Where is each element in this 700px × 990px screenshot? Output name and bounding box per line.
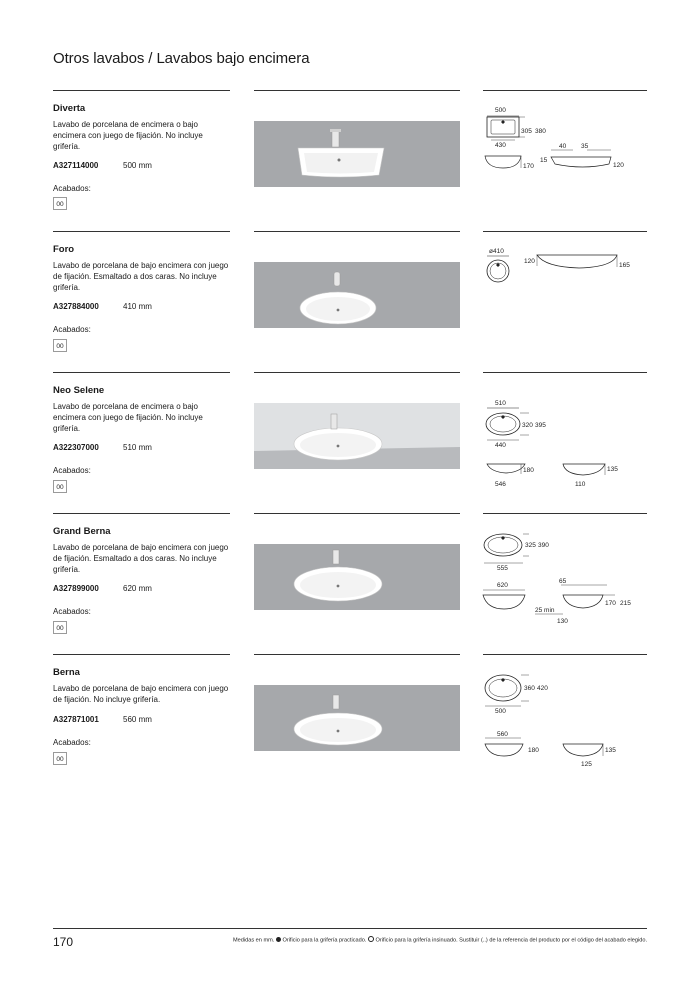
page-number: 170 xyxy=(53,935,74,949)
dimension-label: 390 xyxy=(538,542,549,549)
dimension-label: 395 xyxy=(535,422,546,429)
finishes-label: Acabados: xyxy=(53,184,91,193)
divider xyxy=(53,654,230,655)
open-dot-icon xyxy=(368,936,374,942)
dimension-label: 500 xyxy=(495,708,506,715)
divider xyxy=(53,372,230,373)
dimension-label: 555 xyxy=(497,565,508,572)
finish-swatch[interactable]: 00 xyxy=(53,197,67,210)
dimension-label: 170 xyxy=(605,600,616,607)
dimension-label: 65 xyxy=(559,578,567,585)
product-photo xyxy=(254,403,460,469)
dimension-label: 305 xyxy=(521,128,532,135)
product-name: Grand Berna xyxy=(53,526,111,537)
divider xyxy=(53,90,230,91)
dimension-label: 40 xyxy=(559,143,567,150)
divider xyxy=(254,513,460,514)
dimension-label: 135 xyxy=(607,466,618,473)
product-photo xyxy=(254,121,460,187)
product-berna xyxy=(53,654,647,795)
footer-note-prefix: Medidas en mm. xyxy=(232,937,275,944)
dimension-label: 620 xyxy=(497,582,508,589)
product-reference: A327884000 xyxy=(53,302,99,311)
dimension-label: 215 xyxy=(620,600,631,607)
technical-drawing xyxy=(483,666,647,768)
divider xyxy=(483,372,647,373)
dimension-label: 15 xyxy=(540,157,548,164)
product-description: Lavabo de porcelana de encimera o bajo encimera con juego de fijación. No incluye grifería. xyxy=(53,402,203,433)
filled-dot-icon xyxy=(276,937,281,942)
product-foro xyxy=(53,231,647,372)
finishes-label: Acabados: xyxy=(53,607,91,616)
technical-drawing xyxy=(483,243,647,333)
dimension-label: 360 xyxy=(524,685,535,692)
technical-drawing xyxy=(483,525,647,625)
finishes-label: Acabados: xyxy=(53,738,91,747)
dimension-label: 125 xyxy=(581,761,592,768)
product-grand-berna xyxy=(53,513,647,654)
product-photo xyxy=(254,262,460,328)
product-name: Berna xyxy=(53,667,80,678)
product-neo-selene xyxy=(53,372,647,513)
footer-note xyxy=(233,936,647,944)
product-diverta xyxy=(53,90,647,231)
product-description: Lavabo de porcelana de bajo encimera con juego de fijación. Esmaltado a dos caras. No incluye grifería. xyxy=(53,261,229,292)
divider xyxy=(483,90,647,91)
technical-drawing xyxy=(483,102,647,192)
divider xyxy=(254,654,460,655)
divider xyxy=(483,654,647,655)
product-size: 620 mm xyxy=(123,584,152,593)
product-reference: A327114000 xyxy=(53,161,99,170)
divider xyxy=(254,231,460,232)
divider xyxy=(254,90,460,91)
product-size: 500 mm xyxy=(123,161,152,170)
technical-drawing xyxy=(483,384,647,488)
product-name: Neo Selene xyxy=(53,385,105,396)
product-reference: A327899000 xyxy=(53,584,99,593)
dimension-label: 546 xyxy=(495,481,506,488)
product-photo xyxy=(254,685,460,751)
dimension-label: 500 xyxy=(495,107,506,114)
dimension-label: 180 xyxy=(528,747,539,754)
product-description: Lavabo de porcelana de encimera o bajo encimera con juego de fijación. No incluye grifería. xyxy=(53,120,203,151)
finish-swatch[interactable]: 00 xyxy=(53,752,67,765)
dimension-label: 130 xyxy=(557,618,568,625)
page-title: Otros lavabos / Lavabos bajo encimera xyxy=(53,50,310,67)
divider xyxy=(483,231,647,232)
product-reference: A322307000 xyxy=(53,443,99,452)
dimension-label: ø410 xyxy=(489,248,504,255)
dimension-label: 560 xyxy=(497,731,508,738)
dimension-label: 120 xyxy=(613,162,624,169)
dimension-label: 165 xyxy=(619,262,630,269)
dimension-label: 430 xyxy=(495,142,506,149)
dimension-label: 25 min xyxy=(535,607,555,614)
finish-swatch[interactable]: 00 xyxy=(53,480,67,493)
product-name: Foro xyxy=(53,244,75,255)
divider xyxy=(483,513,647,514)
finish-swatch[interactable]: 00 xyxy=(53,339,67,352)
dimension-label: 440 xyxy=(495,442,506,449)
footer-note-filled: Orificio para la grifería practicado. xyxy=(282,937,367,944)
finishes-label: Acabados: xyxy=(53,325,91,334)
dimension-label: 180 xyxy=(523,467,534,474)
dimension-label: 35 xyxy=(581,143,589,150)
product-description: Lavabo de porcelana de bajo encimera con juego de fijación. Esmaltado a dos caras. No incluye grifería. xyxy=(53,543,229,574)
product-size: 410 mm xyxy=(123,302,152,311)
product-photo xyxy=(254,544,460,610)
dimension-label: 135 xyxy=(605,747,616,754)
footer-note-open: Orificio para la grifería insinuado. Sustituir (..) de la referencia del producto por el código del acabado elegido. xyxy=(375,937,647,944)
dimension-label: 380 xyxy=(535,128,546,135)
divider xyxy=(53,513,230,514)
product-description: Lavabo de porcelana de bajo encimera con juego de fijación. No incluye grifería. xyxy=(53,684,229,704)
dimension-label: 510 xyxy=(495,400,506,407)
dimension-label: 320 xyxy=(522,422,533,429)
dimension-label: 325 xyxy=(525,542,536,549)
divider xyxy=(254,372,460,373)
finish-swatch[interactable]: 00 xyxy=(53,621,67,634)
dimension-label: 120 xyxy=(524,258,535,265)
product-size: 560 mm xyxy=(123,715,152,724)
product-name: Diverta xyxy=(53,103,86,114)
product-size: 510 mm xyxy=(123,443,152,452)
finishes-label: Acabados: xyxy=(53,466,91,475)
dimension-label: 110 xyxy=(575,481,586,488)
divider xyxy=(53,231,230,232)
product-reference: A327871001 xyxy=(53,715,99,724)
dimension-label: 170 xyxy=(523,163,534,170)
dimension-label: 420 xyxy=(537,685,548,692)
footer-divider xyxy=(53,928,647,929)
